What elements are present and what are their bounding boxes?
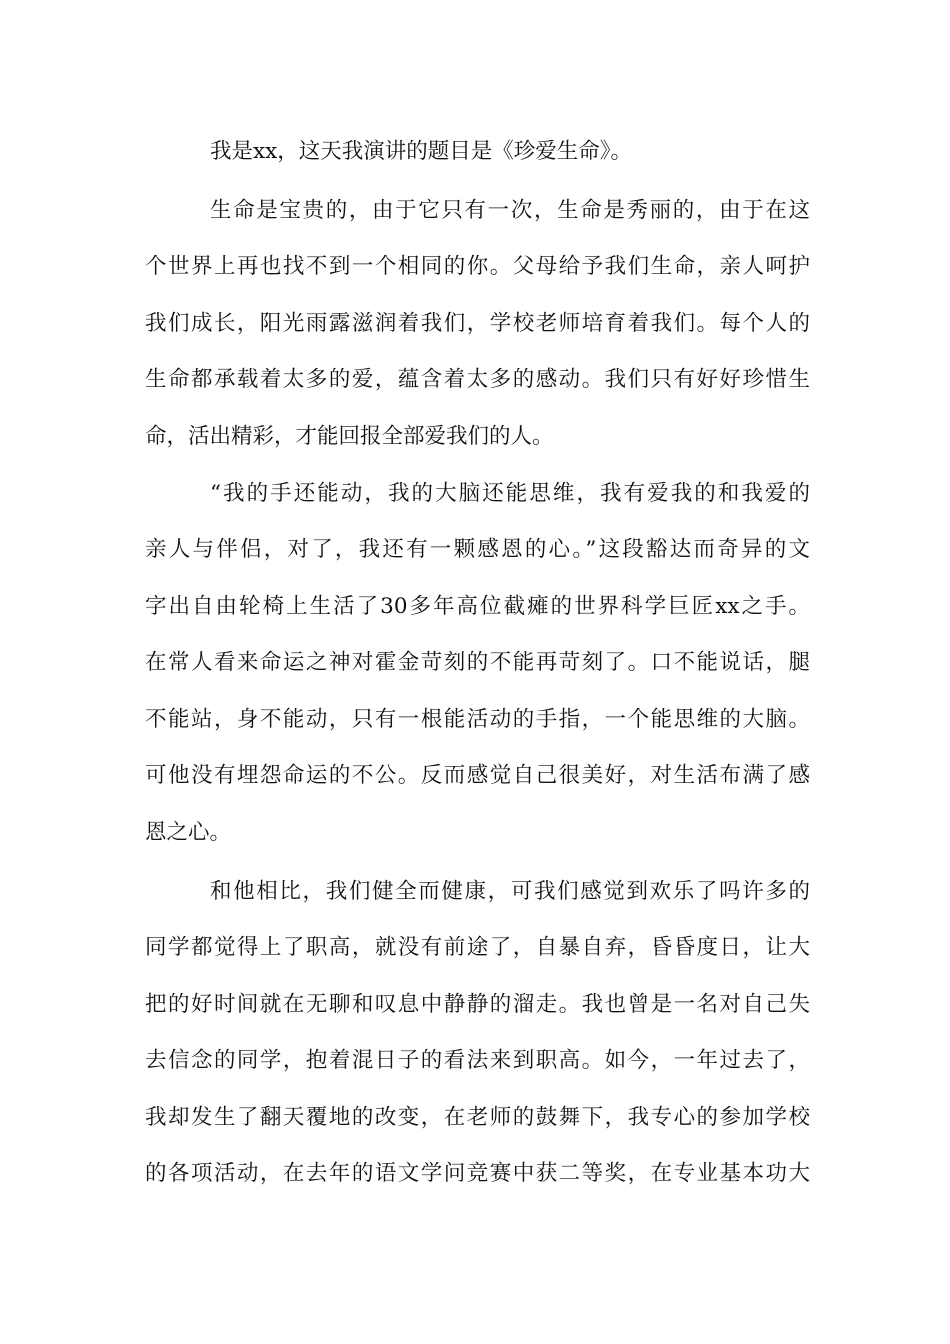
text-line-14: 和他相比，我们健全而健康，可我们感觉到欢乐了吗许多的	[210, 879, 810, 904]
text-line-3: 个世界上再也找不到一个相同的你。父母给予我们生命，亲人呵护	[145, 254, 810, 279]
text-line-11: 不能站，身不能动，只有一根能活动的手指，一个能思维的大脑。	[145, 707, 810, 732]
text-line-12: 可他没有埋怨命运的不公。反而感觉自己很美好，对生活布满了感	[145, 763, 810, 788]
text-line-4: 我们成长，阳光雨露滋润着我们，学校老师培育着我们。每个人的	[145, 311, 810, 336]
text-line-7: “我的手还能动，我的大脑还能思维，我有爱我的和我爱的	[210, 481, 810, 506]
text-line-19: 的各项活动，在去年的语文学问竞赛中获二等奖，在专业基本功大	[145, 1161, 810, 1186]
text-line-8: 亲人与伴侣，对了，我还有一颗感恩的心。”这段豁达而奇异的文	[145, 537, 810, 562]
text-line-5: 生命都承载着太多的爱，蕴含着太多的感动。我们只有好好珍惜生	[145, 367, 810, 392]
text-line-16: 把的好时间就在无聊和叹息中静静的溜走。我也曾是一名对自己失	[145, 992, 810, 1017]
text-line-18: 我却发生了翻天覆地的改变，在老师的鼓舞下，我专心的参加学校	[145, 1105, 810, 1130]
text-line-1: 我是xx，这天我演讲的题目是《珍爱生命》。	[210, 139, 633, 164]
text-line-17: 去信念的同学，抱着混日子的看法来到职高。如今，一年过去了，	[145, 1048, 810, 1073]
text-line-13: 恩之心。	[145, 820, 232, 845]
text-line-15: 同学都觉得上了职高，就没有前途了，自暴自弃，昏昏度日，让大	[145, 935, 810, 960]
text-line-10: 在常人看来命运之神对霍金苛刻的不能再苛刻了。口不能说话，腿	[145, 650, 810, 675]
text-line-6: 命，活出精彩，才能回报全部爱我们的人。	[145, 424, 554, 449]
text-line-9: 字出自由轮椅上生活了30多年高位截瘫的世界科学巨匠xx之手。	[145, 594, 810, 619]
text-line-2: 生命是宝贵的，由于它只有一次，生命是秀丽的，由于在这	[210, 198, 810, 223]
